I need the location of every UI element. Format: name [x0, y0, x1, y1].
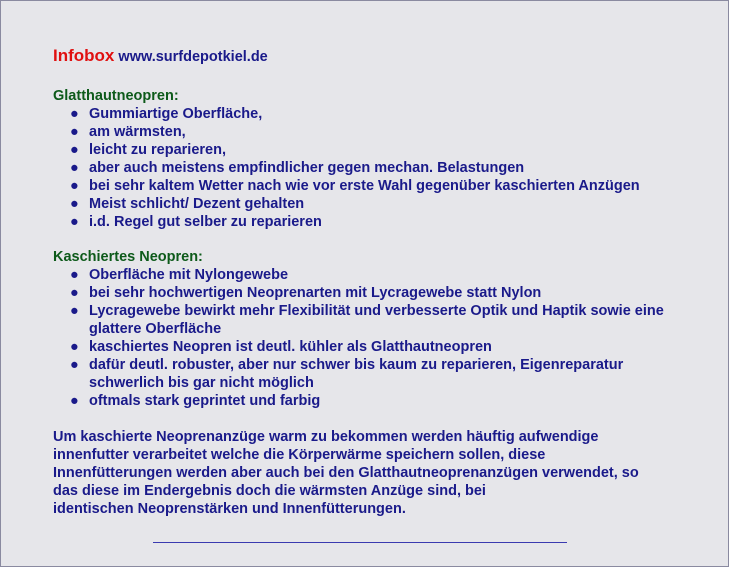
bullet-icon: ● — [70, 106, 79, 122]
bullet-icon: ● — [70, 267, 79, 283]
list-item: ● i.d. Regel gut selber zu reparieren — [70, 214, 322, 230]
list-item: ● bei sehr kaltem Wetter nach wie vor erste Wahl gegenüber kaschierten Anzügen — [70, 178, 640, 194]
paragraph-line: das diese im Endergebnis doch die wärmsten Anzüge sind, bei — [53, 483, 486, 499]
list-item: ● Oberfläche mit Nylongewebe — [70, 267, 289, 283]
website-url: www.surfdepotkiel.de — [118, 49, 268, 65]
bullet-icon: ● — [70, 124, 79, 140]
heading-kaschiertes-neopren: Kaschiertes Neopren: — [53, 249, 203, 265]
infobox-title — [53, 47, 268, 66]
bullet-icon: ● — [70, 178, 79, 194]
paragraph-line: innenfutter verarbeitet welche die Körperwärme speichern sollen, diese — [53, 447, 546, 463]
list-item: ● bei sehr hochwertigen Neoprenarten mit Lycragewebe statt Nylon — [70, 285, 542, 301]
list-item: ● aber auch meistens empfindlicher gegen mechan. Belastungen — [70, 160, 525, 176]
bullet-icon: ● — [70, 196, 79, 212]
list-item: ● Lycragewebe bewirkt mehr Flexibilität und verbesserte Optik und Haptik sowie eine glattere Oberfläche — [70, 303, 664, 337]
list-item: ● am wärmsten, — [70, 124, 186, 140]
list-item: ● Meist schlicht/ Dezent gehalten — [70, 196, 305, 212]
list-glatthautneopren — [53, 105, 640, 231]
list-item: ● kaschiertes Neopren ist deutl. kühler als Glatthautneopren — [70, 339, 492, 355]
list-kaschiertes-neopren — [53, 266, 713, 410]
bullet-icon: ● — [70, 357, 79, 373]
title-text: Infobox — [53, 46, 115, 65]
paragraph-line: Innenfütterungen werden aber auch bei den Glatthautneoprenanzügen verwendet, so — [53, 465, 639, 481]
list-item: ● oftmals stark geprintet und farbig — [70, 393, 321, 409]
paragraph-line: Um kaschierte Neoprenanzüge warm zu bekommen werden häuftig aufwendige — [53, 429, 599, 445]
bullet-icon: ● — [70, 393, 79, 409]
list-item: ● leicht zu reparieren, — [70, 142, 226, 158]
bullet-icon: ● — [70, 303, 79, 319]
bullet-icon: ● — [70, 339, 79, 355]
paragraph-line: identischen Neoprenstärken und Innenfütterungen. — [53, 501, 406, 517]
bullet-icon: ● — [70, 160, 79, 176]
list-item: ● Gummiartige Oberfläche, — [70, 106, 263, 122]
info-paragraph — [53, 428, 713, 518]
bullet-icon: ● — [70, 214, 79, 230]
bullet-icon: ● — [70, 285, 79, 301]
list-item: ● dafür deutl. robuster, aber nur schwer bis kaum zu reparieren, Eigenreparatur schwerlich bis gar nicht möglich — [70, 357, 624, 391]
heading-glatthautneopren: Glatthautneopren: — [53, 88, 179, 104]
bullet-icon: ● — [70, 142, 79, 158]
divider-line — [153, 542, 567, 543]
